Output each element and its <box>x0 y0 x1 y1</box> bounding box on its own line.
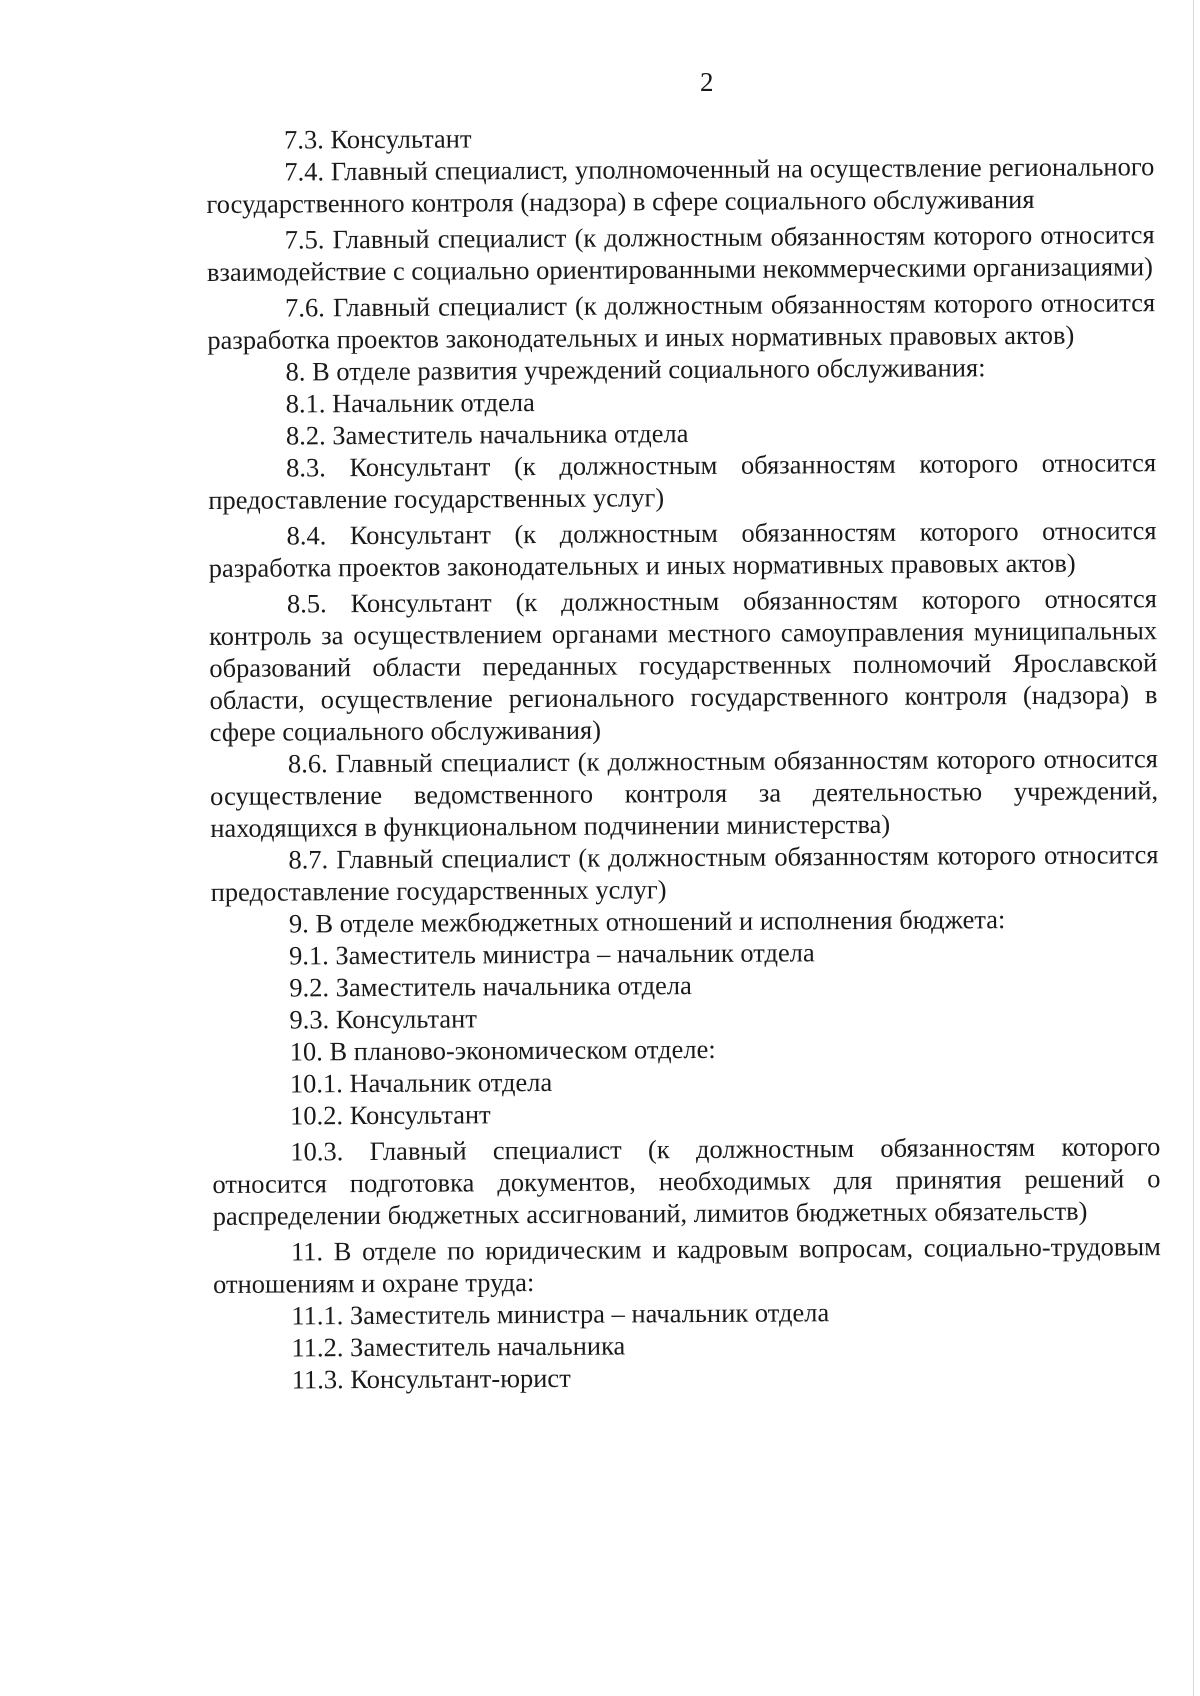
paragraph-8-2: 8.2. Заместитель начальника отдела <box>285 418 689 451</box>
paragraph-10-2: 10.2. Консультант <box>289 1099 491 1131</box>
page-number: 2 <box>700 67 714 97</box>
paragraph-7-6: 7.6. Главный специалист (к должностным обязанностям которого относится разработка проектов законодательных и иных нормативных правовых актов) <box>207 287 1156 355</box>
paragraph-11: 11. В отделе по юридическим и кадровым вопросам, социально-трудовым отношениям и охране труда: <box>212 1231 1161 1299</box>
document-body <box>206 118 1162 1396</box>
paragraph-10-3: 10.3. Главный специалист (к должностным обязанностям которого относится подготовка документов, необходимых для принятия решений о распределении бюджетных ассигнований, лимитов бюджетных обязательств) <box>212 1131 1161 1231</box>
paragraph-7-5: 7.5. Главный специалист (к должностным обязанностям которого относится взаимодействие с социально ориентированными некоммерческими организациями) <box>206 219 1155 287</box>
scan-edge-line <box>1193 0 1194 1696</box>
paragraph-7-4: 7.4. Главный специалист, уполномоченный на осуществление регионального государственного контроля (надзора) в сфере социального обслуживания <box>206 151 1155 219</box>
paragraph-8: 8. В отделе развития учреждений социального обслуживания: <box>285 352 986 387</box>
paragraph-11-2: 11.2. Заместитель начальника <box>291 1330 626 1363</box>
paragraph-9: 9. В отделе межбюджетных отношений и исполнения бюджета: <box>288 904 1006 939</box>
paragraph-9-2: 9.2. Заместитель начальника отдела <box>289 970 692 1003</box>
paragraph-8-4: 8.4. Консультант (к должностным обязанностям которого относится разработка проектов законодательных и иных нормативных правовых актов) <box>208 515 1157 583</box>
paragraph-10: 10. В планово-экономическом отделе: <box>289 1033 716 1067</box>
paragraph-8-3: 8.3. Консультант (к должностным обязанностям которого относится предоставление государственных услуг) <box>208 447 1157 515</box>
paragraph-8-6: 8.6. Главный специалист (к должностным обязанностям которого относится осуществление ведомственного контроля за деятельностью учреждений, находящихся в функциональном подчинении министерства) <box>210 743 1159 843</box>
paragraph-8-7: 8.7. Главный специалист (к должностным обязанностям которого относится предоставление государственных услуг) <box>210 839 1159 907</box>
paragraph-9-3: 9.3. Консультант <box>289 1003 477 1035</box>
paragraph-11-1: 11.1. Заместитель министра – начальник отдела <box>291 1297 830 1331</box>
paragraph-8-1: 8.1. Начальник отдела <box>285 386 535 419</box>
paragraph-11-3: 11.3. Консультант-юрист <box>291 1362 571 1395</box>
paragraph-10-1: 10.1. Начальник отдела <box>289 1066 553 1099</box>
paragraph-8-5: 8.5. Консультант (к должностным обязанностям которого относятся контроль за осуществлением органами местного самоуправления муниципальных образований области переданных государственных полномочий Ярославской области, осуществление регионального государственного контроля (надзора) в сфере социального обслуживания) <box>209 583 1158 747</box>
paragraph-7-3: 7.3. Консультант <box>284 123 472 155</box>
paragraph-9-1: 9.1. Заместитель министра – начальник отдела <box>288 937 815 971</box>
